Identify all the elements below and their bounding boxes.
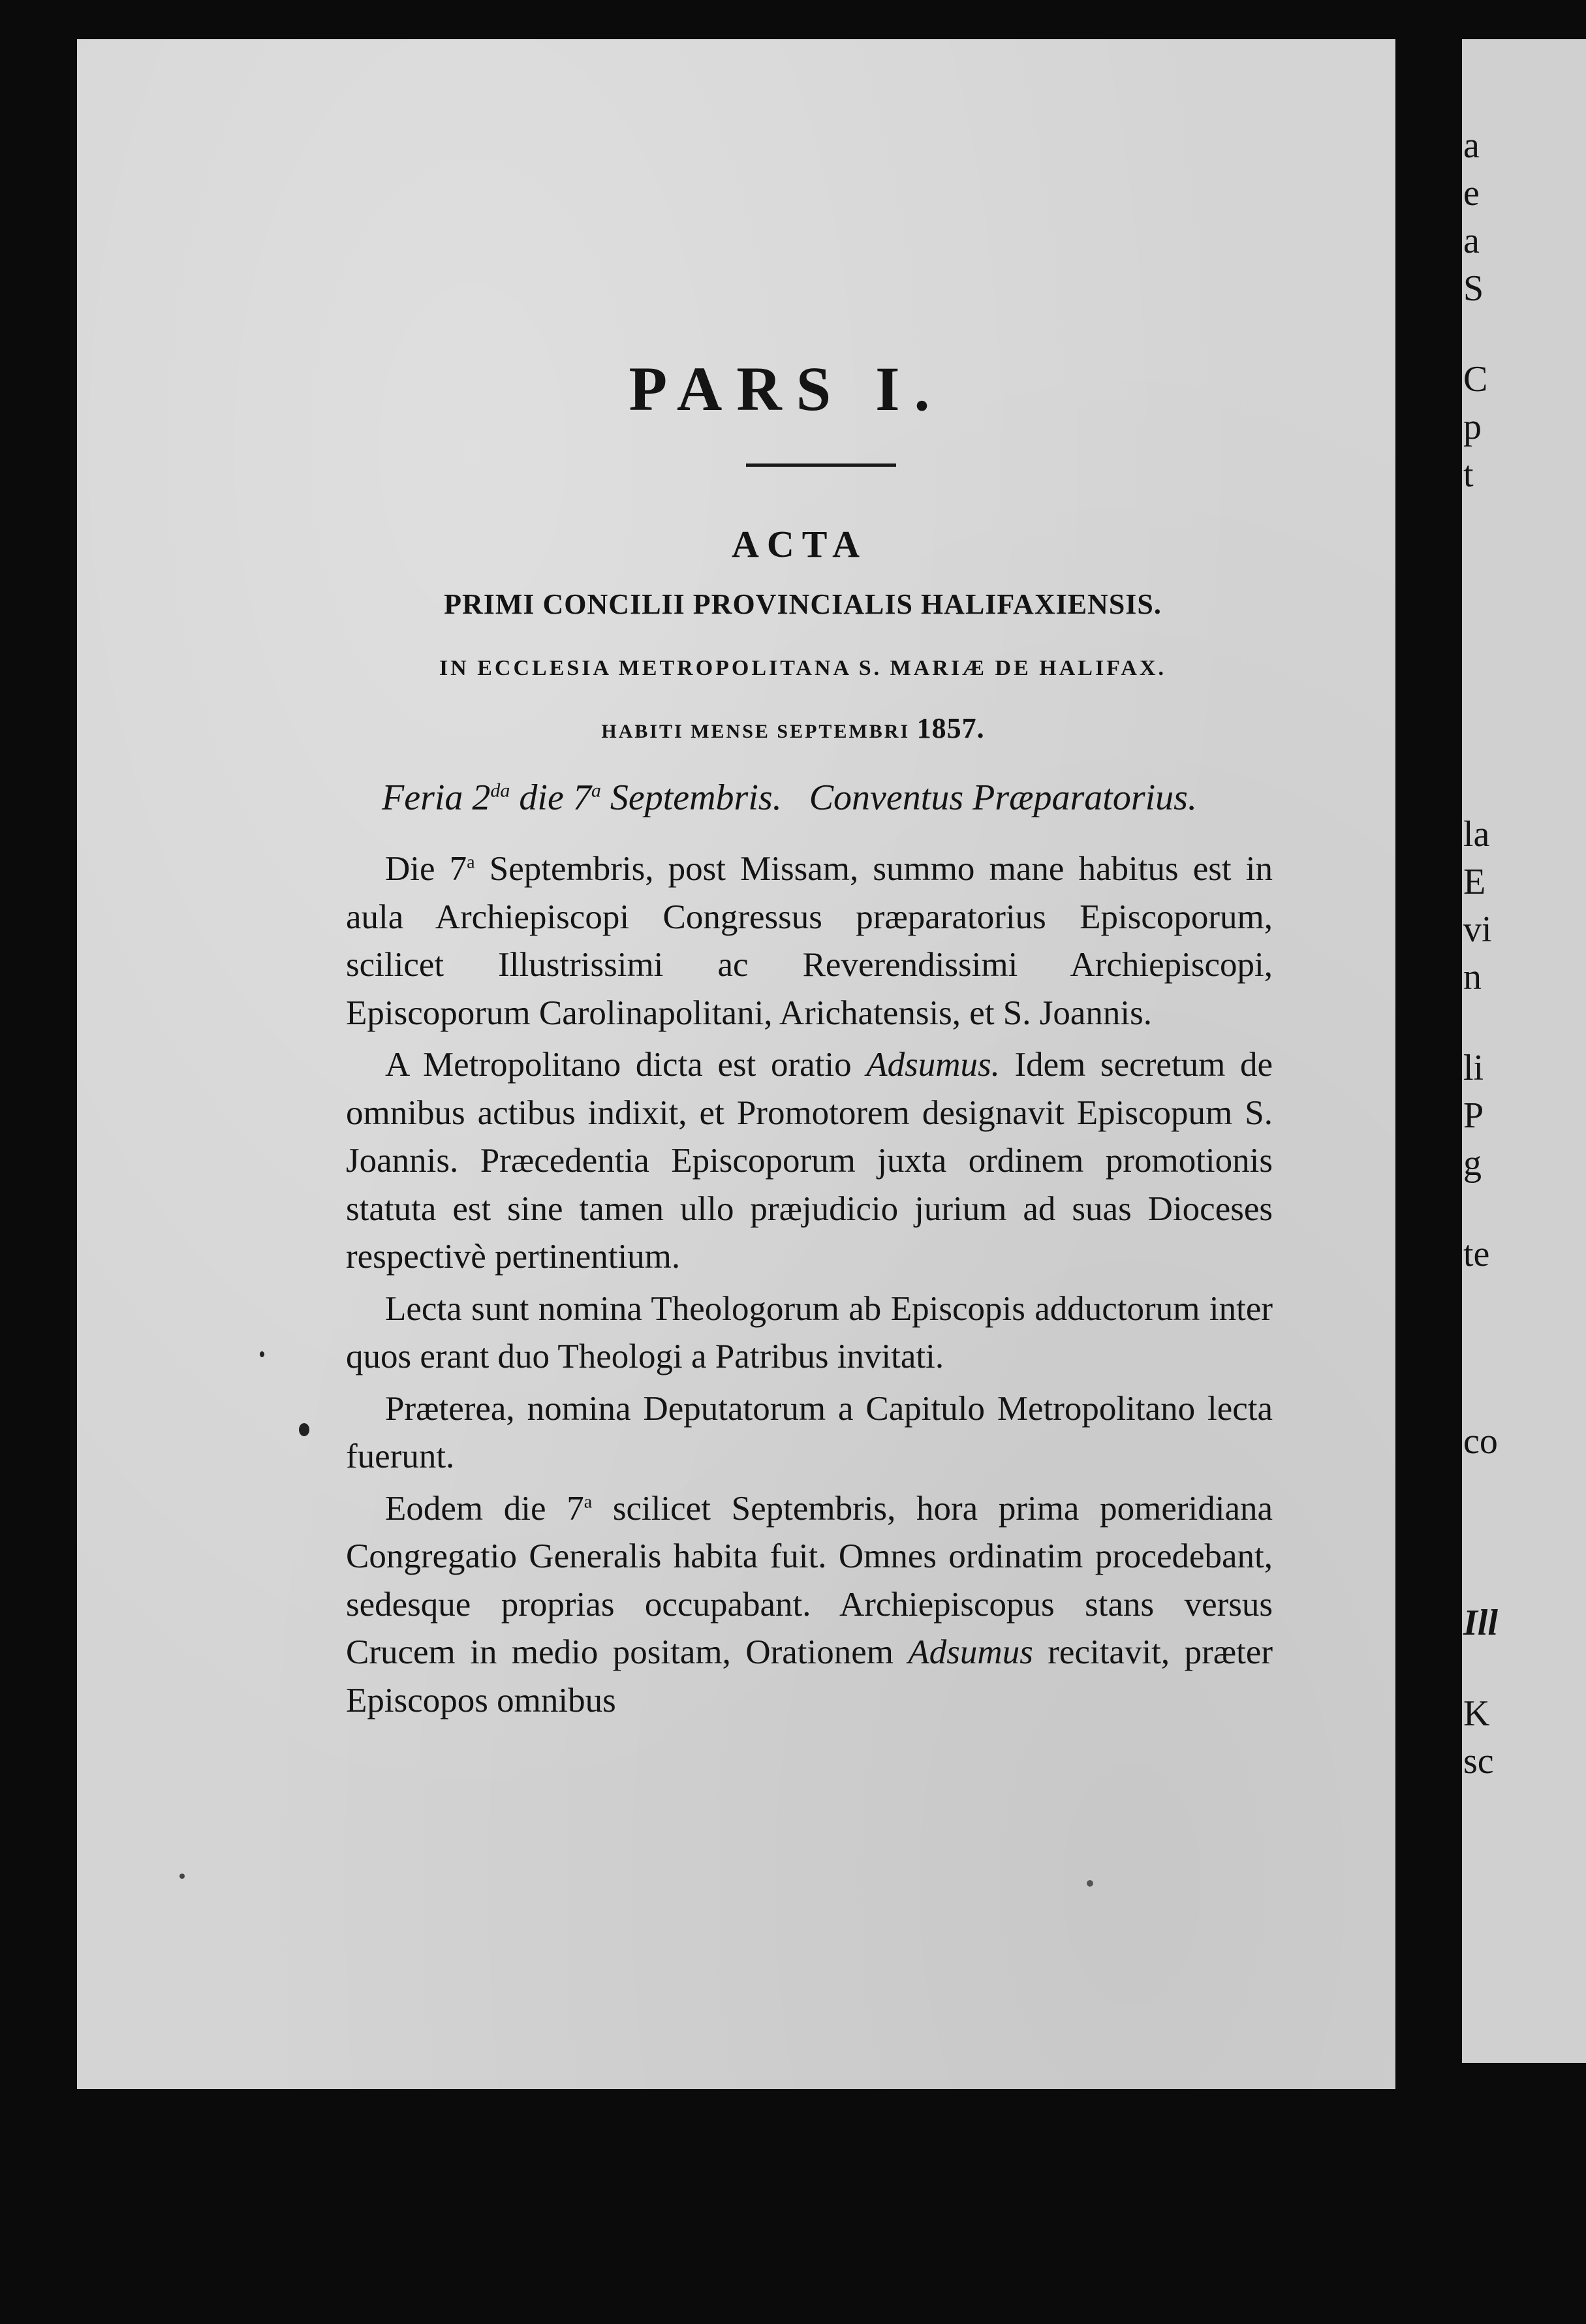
facing-line: P: [1463, 1095, 1484, 1136]
session-heading: [382, 777, 1197, 819]
facing-line: li: [1463, 1048, 1484, 1088]
paragraph-sup: a: [583, 1491, 593, 1512]
facing-page-edge: [1462, 39, 1586, 2063]
facing-line: n: [1463, 957, 1482, 997]
acta-heading: ACTA: [731, 523, 868, 565]
part-title: PARS I.: [629, 354, 944, 424]
date-subtitle: [0, 712, 1586, 745]
facing-line: K: [1463, 1693, 1490, 1734]
paragraph-text: scilicet Septembris, hora prima pomeridiana Congregatio Generalis habita fuit. Omnes ordinatim procedebant, sedesque proprias occupabant. Archiepiscopus stans versus Crucem in medio positam, Orationem: [346, 1489, 1273, 1671]
facing-line: S: [1463, 268, 1484, 309]
council-title: PRIMI CONCILII PROVINCIALIS HALIFAXIENSIS.: [444, 588, 1162, 620]
paragraph-text: Lecta sunt nomina Theologorum ab Episcopis adductorum inter quos erant duo Theologi a Patribus invitati.: [346, 1289, 1273, 1375]
session-die: die 7: [510, 777, 591, 818]
session-feria: Feria 2: [382, 777, 491, 818]
date-subtitle-year: 1857.: [916, 712, 985, 744]
facing-line: g: [1463, 1143, 1482, 1184]
facing-line: a: [1463, 221, 1480, 261]
paragraph: [346, 1385, 1273, 1481]
paragraph-text: Eodem die 7: [385, 1489, 584, 1528]
facing-line: p: [1463, 407, 1482, 447]
paragraph-italic: Adsumus.: [866, 1046, 1000, 1084]
session-feria-sup: da: [490, 779, 510, 802]
session-die-sup: a: [591, 779, 601, 802]
ink-speck: [260, 1351, 264, 1357]
paragraph-text: Die 7: [385, 850, 467, 888]
paragraph: [346, 1485, 1273, 1725]
paragraph: [346, 1285, 1273, 1381]
facing-line: t: [1463, 454, 1474, 495]
facing-line: C: [1463, 359, 1488, 400]
facing-line: te: [1463, 1234, 1490, 1274]
paragraph-text: Septembris, post Missam, summo mane habitus est in aula Archiepiscopi Congressus præparatorius Episcoporum, scilicet Illustrissimi ac Reverendissimi Archiepiscopi, Episcoporum Carolinapolitani, Arichatensis, et S. Joannis.: [346, 850, 1273, 1032]
title-rule: [746, 463, 896, 467]
facing-line: sc: [1463, 1741, 1494, 1782]
paragraph-text: Idem secretum de omnibus actibus indixit, et Promotorem designavit Episcopum S. Joannis. Præcedentia Episcoporum juxta ordinem promotionis statuta est sine tamen ullo præjudicio jurium ad suas Dioceses respectivè pertinentium.: [346, 1046, 1273, 1276]
facing-line: e: [1463, 173, 1480, 213]
ink-speck: [1087, 1880, 1093, 1887]
facing-line: Ill: [1463, 1603, 1498, 1643]
paragraph: [346, 1041, 1273, 1281]
facing-line: a: [1463, 125, 1480, 166]
paragraph: [346, 845, 1273, 1037]
paragraph-text: recitavit, præter Episcopos omnibus: [346, 1633, 1273, 1719]
facing-line: co: [1463, 1421, 1498, 1462]
paragraph-text: A Metropolitano dicta est oratio: [385, 1046, 867, 1084]
ink-speck: [299, 1423, 309, 1436]
facing-line: la: [1463, 814, 1490, 855]
ink-speck: [179, 1874, 185, 1879]
paragraph-italic: Adsumus: [908, 1633, 1033, 1671]
body-text: [346, 845, 1273, 1729]
paragraph-text: Præterea, nomina Deputatorum a Capitulo Metropolitano lecta fuerunt.: [346, 1389, 1273, 1475]
facing-line: E: [1463, 862, 1486, 902]
church-subtitle: IN ECCLESIA METROPOLITANA S. MARIÆ DE HALIFAX.: [439, 656, 1167, 680]
date-subtitle-text: HABITI MENSE SEPTEMBRI: [601, 721, 910, 742]
facing-line: vi: [1463, 909, 1492, 950]
session-rest: Septembris. Conventus Præparatorius.: [600, 777, 1197, 818]
paragraph-sup: a: [467, 852, 475, 873]
